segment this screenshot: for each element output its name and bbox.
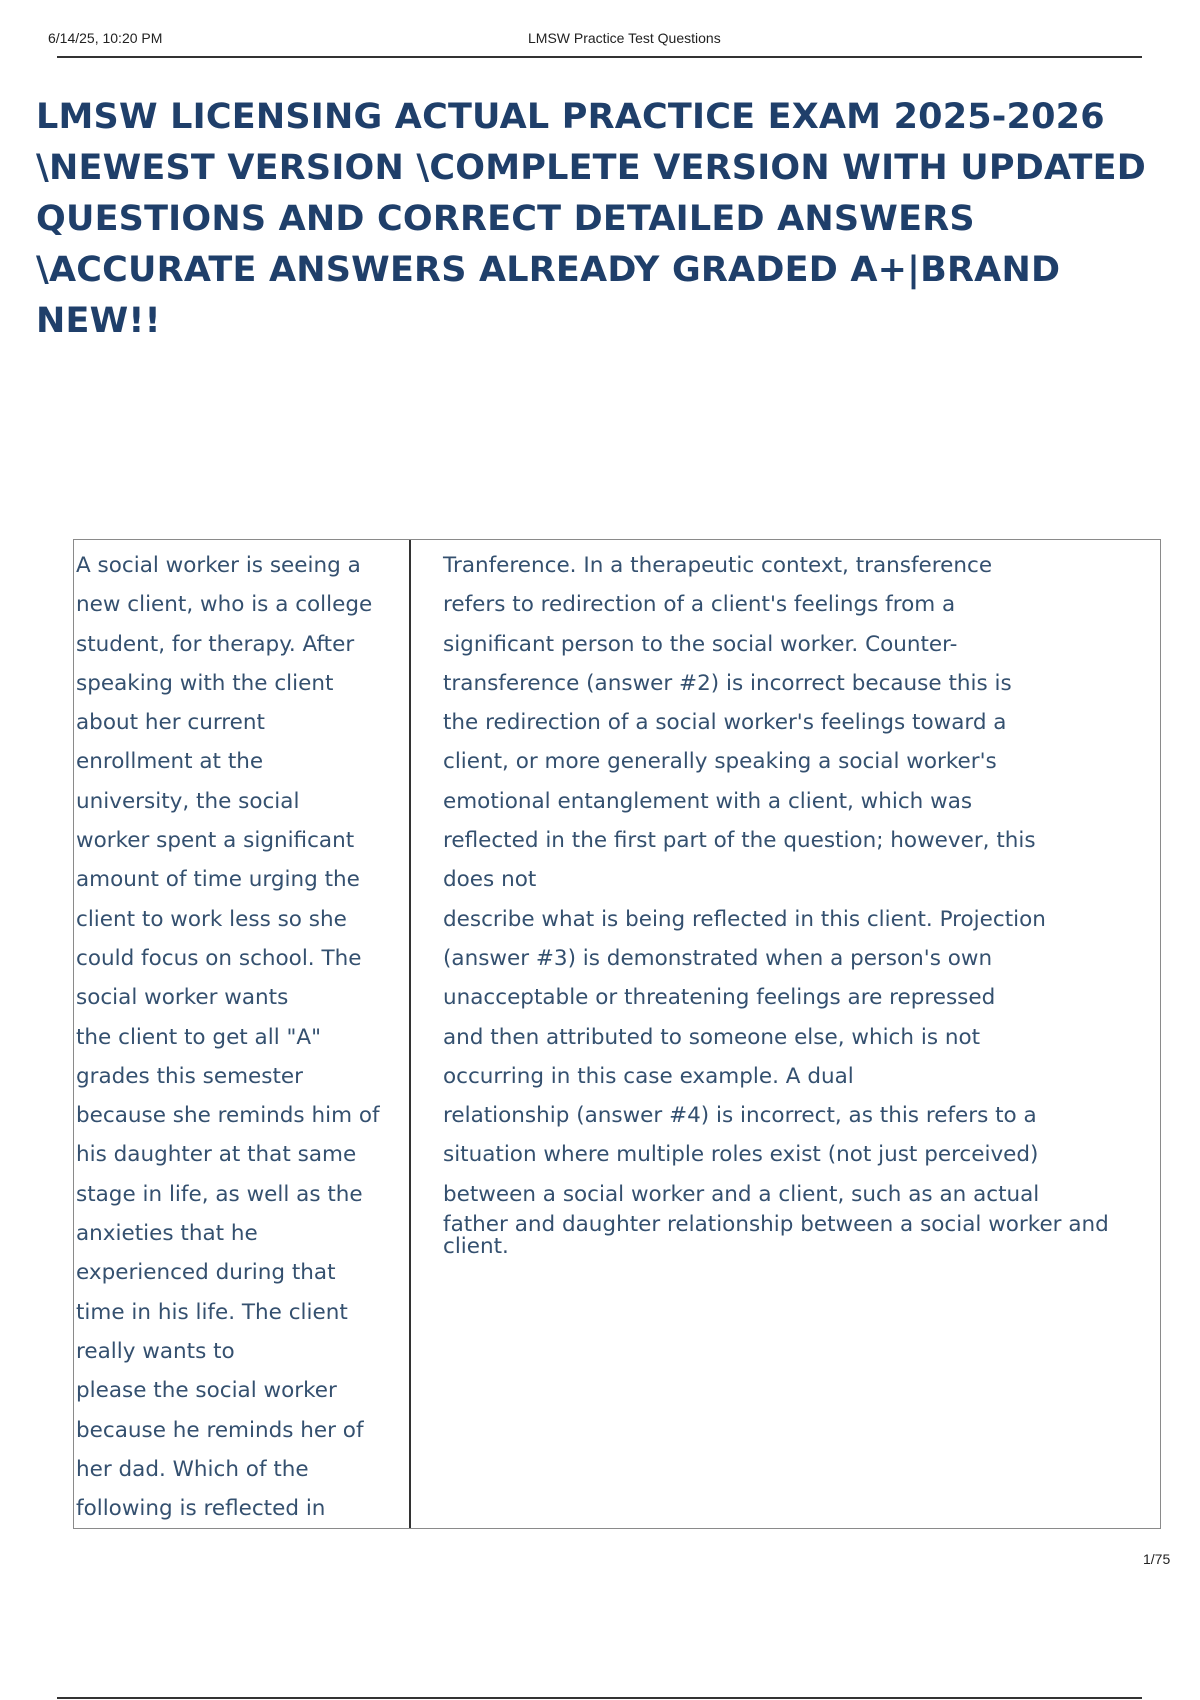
footer-divider — [57, 1697, 1142, 1699]
question-cell: A social worker is seeing a new client, who is a college student, for therapy. After speaking with the client about her current enrollment at the university, the social worker spent a significant amount of time urging the client to work less so she could focus on school. The social worker wants the client to get all "A" grades this semester because she reminds him of his daughter at that same stage in life, as well as the anxieties that he experienced during that time in his life. The client really wants to please the social worker because he reminds her of her dad. Which of the following is reflected in — [74, 540, 411, 1528]
answer-text: Tranference. In a therapeutic context, transference refers to redirection of a client's feelings from a significant person to the social worker. Counter- transference (answer #2) is incorrect because this is the redirection of a social worker's feelings toward a client, or more generally speaking a social worker's emotional entanglement with a client, which was reflected in the first part of the question; however, this does not describe what is being reflected in this client. Projection (answer #3) is demonstrated when a person's own unacceptable or threatening feelings are repressed and then attributed to someone else, which is not occurring in this case example. A dual relationship (answer #4) is incorrect, as this refers to a situation where multiple roles exist (not just perceived) between a social worker and a client, such as an actual — [443, 553, 1046, 1207]
answer-text-continued: father and daughter relationship between a social worker and client. — [443, 1212, 1109, 1260]
print-page-title: LMSW Practice Test Questions — [528, 30, 721, 46]
question-answer-card — [73, 539, 1161, 1529]
answer-cell — [411, 540, 1160, 1528]
header-divider — [57, 56, 1142, 58]
print-header — [48, 30, 1142, 56]
print-date-time: 6/14/25, 10:20 PM — [48, 30, 163, 46]
page-number: 1/75 — [1143, 1551, 1171, 1567]
document-title: LMSW LICENSING ACTUAL PRACTICE EXAM 2025-2026 \NEWEST VERSION \COMPLETE VERSION WITH UPDATED QUESTIONS AND CORRECT DETAILED ANSWERS \ACCURATE ANSWERS ALREADY GRADED A+|BRAND NEW!! — [36, 97, 1146, 341]
